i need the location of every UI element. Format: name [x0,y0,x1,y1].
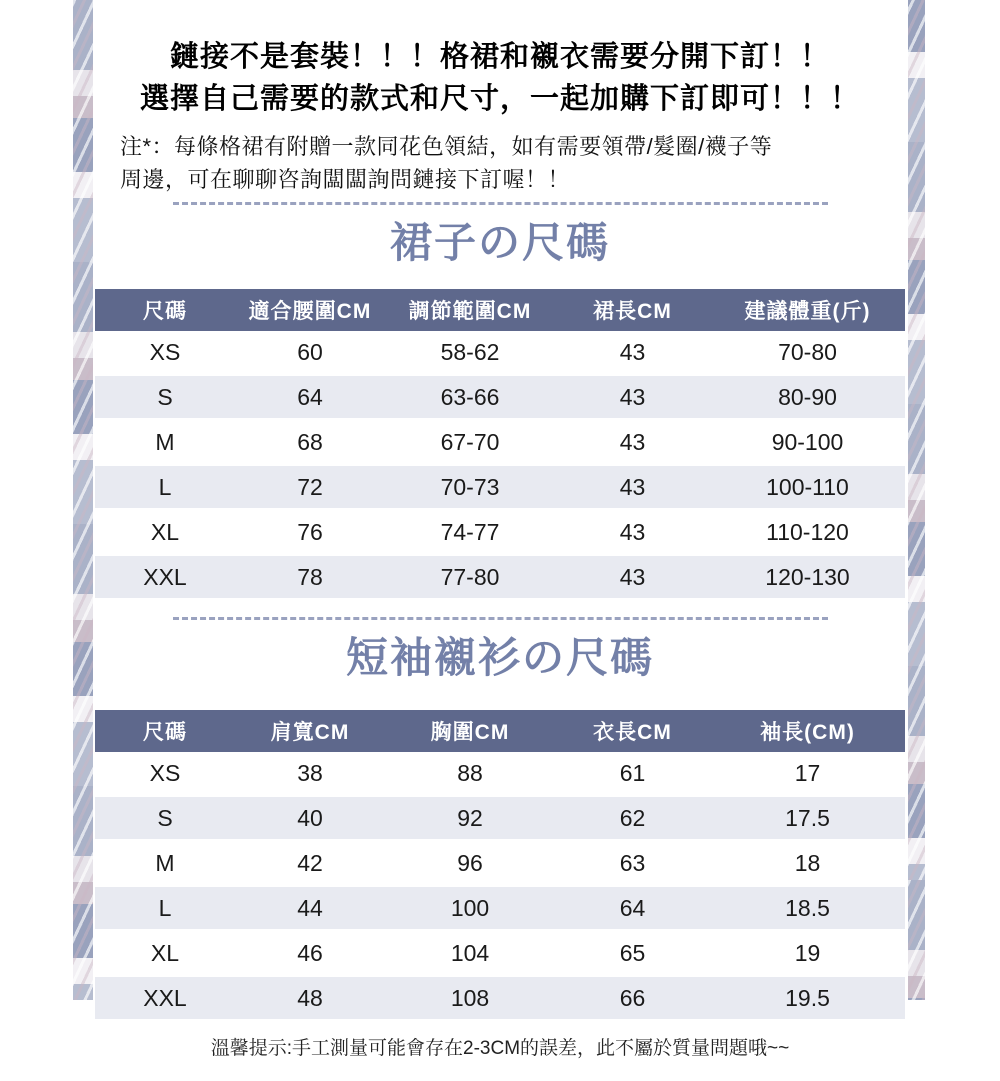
table-cell: 120-130 [710,555,905,600]
plaid-fabric-strip-right [908,0,925,1000]
shirt-table-header-row [95,710,905,752]
table-row [95,931,905,976]
table-cell: 42 [297,849,323,876]
table-cell: 92 [385,796,555,841]
table-cell: 43 [555,555,710,600]
column-header: 尺碼 [95,710,235,752]
skirt-section-title: 裙子の尺碼 [389,219,610,266]
table-cell: M [155,428,175,455]
table-cell: L [95,465,235,510]
table-cell: 40 [235,796,385,841]
content-column [95,0,905,1081]
table-cell: XL [150,939,180,966]
table-cell: 17 [794,759,821,786]
table-cell: 64 [235,375,385,420]
table-cell: 43 [555,375,710,420]
shirt-section-title: 短袖襯衫の尺碼 [345,634,654,681]
table-cell: 18 [794,849,821,876]
table-cell: 60 [297,338,323,365]
table-row [95,465,905,510]
shirt-size-table [95,710,905,1022]
column-header: 適合腰圍CM [235,289,385,331]
table-cell: 19.5 [710,976,905,1021]
table-cell: 19 [794,939,821,966]
table-cell: 68 [297,428,323,455]
column-header: 肩寬CM [235,710,385,752]
table-cell: 43 [619,338,646,365]
table-cell: 62 [555,796,710,841]
table-cell: XXL [95,555,235,600]
table-cell: 44 [235,886,385,931]
table-cell: 72 [235,465,385,510]
column-header: 調節範圍CM [385,289,555,331]
table-cell: 18.5 [710,886,905,931]
table-cell: L [95,886,235,931]
table-row [95,555,905,600]
table-cell: 66 [555,976,710,1021]
plaid-fabric-strip-left [73,0,93,1000]
table-cell: 110-120 [766,518,849,545]
table-cell: 48 [235,976,385,1021]
skirt-table-header-row [95,289,905,331]
measurement-disclaimer: 溫馨提示:手工測量可能會存在2-3CM的誤差，此不屬於質量問題哦~~ [210,1038,790,1059]
table-cell: 58-62 [440,338,500,365]
column-header: 建議體重(斤) [710,289,905,331]
table-cell: 90-100 [771,428,844,455]
table-cell: 46 [297,939,323,966]
gift-note [120,130,905,196]
table-row [95,886,905,931]
table-cell: 65 [619,939,646,966]
table-cell: 78 [235,555,385,600]
gift-note-line1: 注*：每條格裙有附贈一款同花色領結，如有需要領帶/髮圈/襪子等 [120,134,773,159]
table-cell: 63 [619,849,646,876]
table-cell: 63-66 [385,375,555,420]
table-row [95,510,905,555]
table-cell: 43 [619,428,646,455]
table-cell: M [155,849,175,876]
skirt-size-table [95,289,905,601]
table-row [95,796,905,841]
table-cell: S [95,796,235,841]
table-row [95,841,905,886]
table-row [95,331,905,375]
column-header: 衣長CM [555,710,710,752]
warning-heading-line2: 選擇自己需要的款式和尺寸，一起加購下訂即可！！！ [139,83,860,115]
table-cell: 61 [619,759,646,786]
gift-note-line2: 周邊，可在聊聊咨詢闆闆詢問鏈接下訂喔！！ [120,167,571,192]
dotted-divider-middle [173,617,828,620]
table-cell: 43 [619,518,646,545]
table-row [95,420,905,465]
column-header: 尺碼 [95,289,235,331]
table-cell: 108 [385,976,555,1021]
table-cell: 70-80 [778,338,837,365]
table-row [95,375,905,420]
table-cell: 100-110 [710,465,905,510]
column-header: 胸圍CM [385,710,555,752]
table-cell: 104 [450,939,490,966]
table-cell: XS [149,338,181,365]
table-cell: XL [150,518,180,545]
table-cell: 64 [555,886,710,931]
table-cell: 96 [457,849,483,876]
table-cell: 80-90 [710,375,905,420]
table-cell: XS [149,759,181,786]
table-cell: XXL [95,976,235,1021]
table-row [95,976,905,1021]
table-cell: 74-77 [440,518,500,545]
table-row [95,752,905,796]
table-cell: 76 [297,518,323,545]
table-cell: 88 [457,759,483,786]
table-cell: 67-70 [440,428,500,455]
table-cell: 70-73 [385,465,555,510]
column-header: 袖長(CM) [710,710,905,752]
table-cell: 77-80 [385,555,555,600]
column-header: 裙長CM [555,289,710,331]
table-cell: 100 [385,886,555,931]
table-cell: 38 [297,759,323,786]
table-cell: 17.5 [710,796,905,841]
dotted-divider-top [173,202,828,205]
table-cell: S [95,375,235,420]
table-cell: 43 [555,465,710,510]
warning-heading-line1: 鏈接不是套裝！！！格裙和襯衣需要分開下訂！！ [169,41,830,73]
